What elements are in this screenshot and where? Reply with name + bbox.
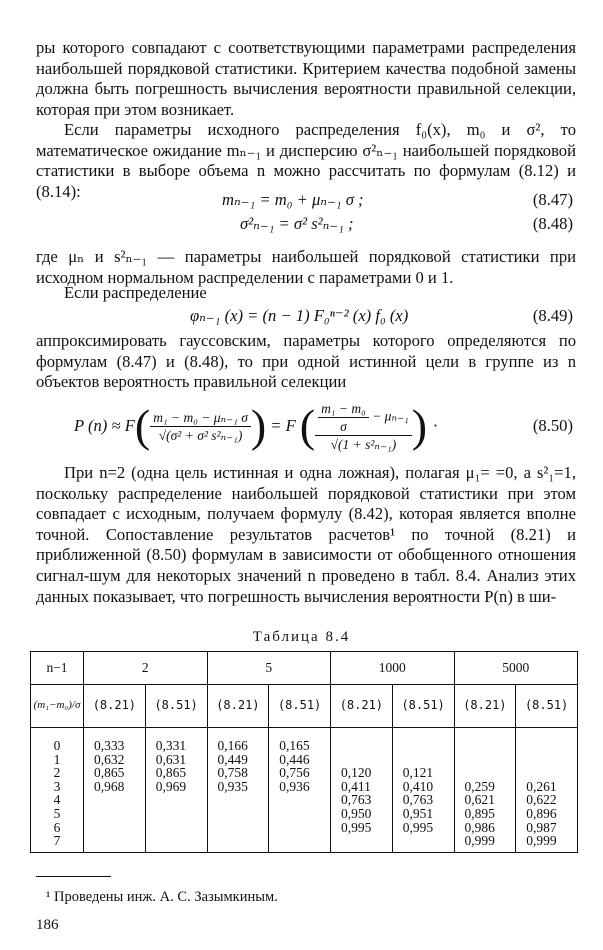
- data-table: [30, 651, 578, 853]
- snr-value: 0: [53, 738, 61, 753]
- snr-value: 2: [53, 765, 61, 781]
- table-group-header-row: [31, 652, 578, 685]
- equation-8-47: mₙ₋₁ = m₀ + μₙ₋₁ σ ;: [222, 190, 364, 209]
- table-values-row: [31, 728, 578, 853]
- inner-term: − μₙ₋₁: [372, 408, 409, 424]
- formula-header: (8.51): [516, 685, 578, 728]
- page-number: 186: [36, 917, 59, 933]
- snr-value: 1: [53, 751, 61, 767]
- fraction-1-denominator: √(σ² + σ² s²ₙ₋₁): [158, 427, 243, 443]
- equation-number-8-49: (8.49): [532, 306, 573, 325]
- formula-header: (8.21): [207, 685, 269, 728]
- equation-number-8-50: (8.50): [532, 416, 573, 435]
- value-column: 0,121 0,410 0,763 0,951 0,995: [392, 728, 454, 853]
- equation-8-50: [74, 397, 437, 455]
- value-column: 0,165 0,446 0,756 0,936: [269, 728, 331, 853]
- value-column: 0,166 0,449 0,758 0,935: [207, 728, 269, 853]
- equation-8-48: σ²ₙ₋₁ = σ² s²ₙ₋₁ ;: [240, 214, 354, 233]
- snr-value: 5: [53, 805, 61, 821]
- formula-header: (8.21): [331, 685, 393, 728]
- fraction-1: [150, 409, 251, 444]
- paragraph-1: ры которого совпадают с соответствующими параметрами распределения наибольшей порядковой статистики. Критерием качества подобной замены должна быть погрешность вычисления вероятности правильной селекции, которая при этом возникает.: [36, 38, 576, 119]
- inner-fraction: [318, 400, 369, 435]
- eq-dot: ·: [433, 415, 438, 435]
- paragraph-3: где μₙ и s²ₙ₋₁ — параметры наибольшей порядковой статистики при исходном нормальном распределении с параметрами 0 и 1.: [36, 247, 576, 287]
- fraction-2-numerator: [315, 400, 412, 436]
- group-header: 2: [84, 652, 208, 685]
- group-header: 5000: [454, 652, 578, 685]
- table-caption: Таблица 8.4: [252, 629, 351, 645]
- left-paren-2: (: [299, 399, 316, 451]
- inner-numerator: m₁ − m₀: [318, 400, 369, 418]
- snr-value: 3: [53, 778, 61, 794]
- formula-header: (8.51): [145, 685, 207, 728]
- value-column: 0,120 0,411 0,763 0,950 0,995: [331, 728, 393, 853]
- value-column: 0,333 0,632 0,865 0,968: [84, 728, 146, 853]
- snr-value: 6: [53, 819, 61, 835]
- snr-value: 7: [53, 833, 61, 849]
- equation-number-8-48: (8.48): [532, 214, 573, 233]
- footnote-rule: [36, 876, 111, 877]
- paragraph-4: Если распределение: [64, 283, 207, 302]
- group-header: 1000: [331, 652, 455, 685]
- fraction-2-denominator: √(1 + s²ₙ₋₁): [330, 436, 397, 452]
- right-paren-2: ): [411, 399, 428, 451]
- footnote: ¹ Проведены инж. А. С. Зазымкиным.: [46, 889, 278, 905]
- value-column: 0,261 0,622 0,896 0,987 0,999: [516, 728, 578, 853]
- fraction-2: [315, 400, 412, 453]
- value-column: 0,259 0,621 0,895 0,986 0,999: [454, 728, 516, 853]
- eq-lhs: P (n) ≈ F: [74, 415, 135, 435]
- snr-header-cell: (m₁−m₀)/σ: [31, 685, 84, 728]
- table-formula-row: [31, 685, 578, 728]
- paragraph-5: аппроксимировать гауссовским, параметры которого определяются по формулам (8.47) и (8.48), то при одной истинной цели в группе из n объектов вероятность правильной селекции: [36, 331, 576, 392]
- snr-values-cell: [31, 728, 84, 853]
- left-paren: (: [134, 399, 151, 451]
- formula-header: (8.21): [84, 685, 146, 728]
- value-column: 0,331 0,631 0,865 0,969: [145, 728, 207, 853]
- eq-mid: = F: [270, 415, 296, 435]
- inner-denominator: σ: [340, 418, 347, 434]
- group-header: 5: [207, 652, 331, 685]
- right-paren: ): [250, 399, 267, 451]
- formula-header: (8.21): [454, 685, 516, 728]
- row-header-cell: n−1: [31, 652, 84, 685]
- snr-value: 4: [53, 792, 61, 808]
- formula-header: (8.51): [269, 685, 331, 728]
- paragraph-6: При n=2 (одна цель истинная и одна ложная), полагая μ₁= =0, а s²₁=1, поскольку распределение наибольшей порядковой статистики при этом совпадает с исходным, получаем формулу (8.42), которая является вполне точной. Сопоставление результатов расчетов¹ по точной (8.21) и приближенной (8.50) формулам в зависимости от обобщенного отношения сигнал-шум для некоторых значений n проведено в табл. 8.4. Анализ этих данных показывает, что погрешность вычисления вероятности P(n) в ши-: [36, 463, 576, 606]
- equation-number-8-47: (8.47): [532, 190, 573, 209]
- paragraph-2: Если параметры исходного распределения f₀(x), m₀ и σ², то математическое ожидание mₙ₋₁ и дисперсию σ²ₙ₋₁ наибольшей порядковой статистики в выборе объема n можно рассчитать по формулам (8.12) и (8.14):: [36, 120, 576, 201]
- equation-8-49: φₙ₋₁ (x) = (n − 1) F₀ⁿ⁻² (x) f₀ (x): [190, 306, 409, 325]
- fraction-1-numerator: m₁ − m₀ − μₙ₋₁ σ: [150, 409, 251, 427]
- formula-header: (8.51): [392, 685, 454, 728]
